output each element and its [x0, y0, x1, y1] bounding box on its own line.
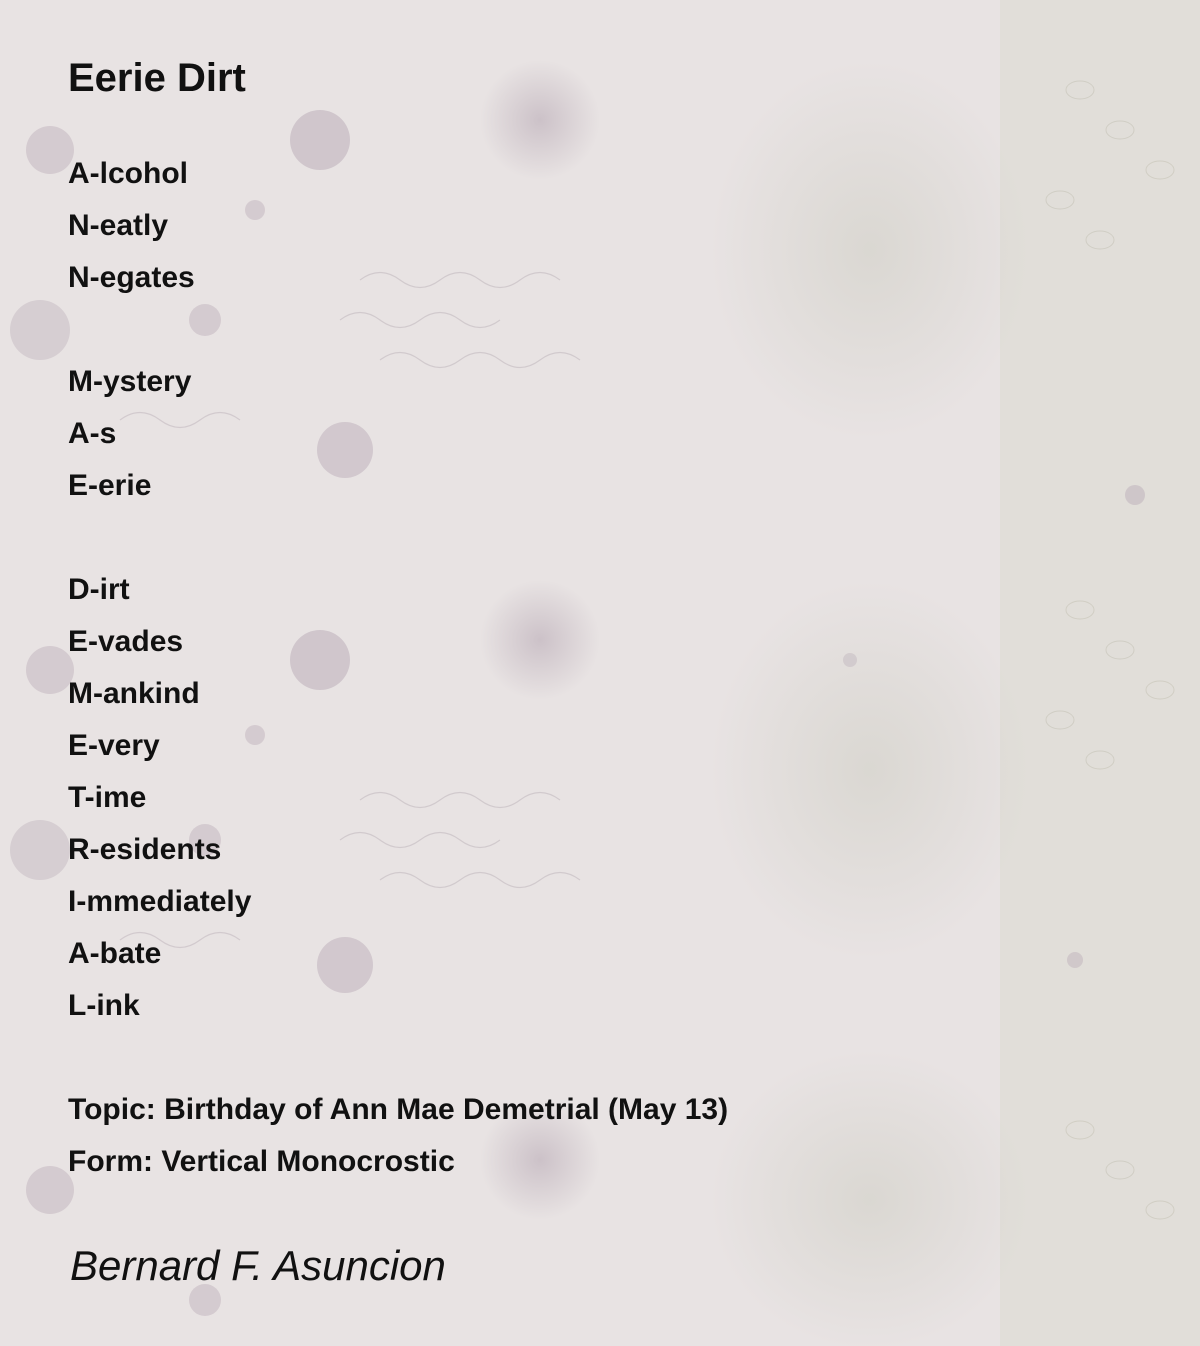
poem-line: A-lcohol	[68, 157, 188, 190]
poem-line: A-s	[68, 417, 117, 450]
poem-line: A-bate	[68, 937, 162, 970]
poem-line: I-mmediately	[68, 885, 252, 918]
poem-line: N-egates	[68, 261, 195, 294]
stanza-3	[68, 564, 1148, 1032]
poem-line: R-esidents	[68, 833, 222, 866]
poem-line: D-irt	[68, 573, 130, 606]
stanza-1	[68, 148, 1148, 304]
author-name: Bernard F. Asuncion	[70, 1242, 446, 1289]
form-note: Form: Vertical Monocrostic	[68, 1145, 455, 1178]
poem-line: T-ime	[68, 781, 147, 814]
stanza-2	[68, 356, 1148, 512]
topic-note: Topic: Birthday of Ann Mae Demetrial (May 13)	[68, 1093, 729, 1126]
poem-notes	[68, 1084, 1148, 1188]
poem-line: M-ankind	[68, 677, 200, 710]
poem-container	[68, 52, 1148, 1292]
poem-line: L-ink	[68, 989, 140, 1022]
poem-line: E-very	[68, 729, 160, 762]
poem-line: E-vades	[68, 625, 184, 658]
poem-title: Eerie Dirt	[68, 56, 246, 100]
poem-line: N-eatly	[68, 209, 169, 242]
poem-line: M-ystery	[68, 365, 192, 398]
poem-line: E-erie	[68, 469, 152, 502]
